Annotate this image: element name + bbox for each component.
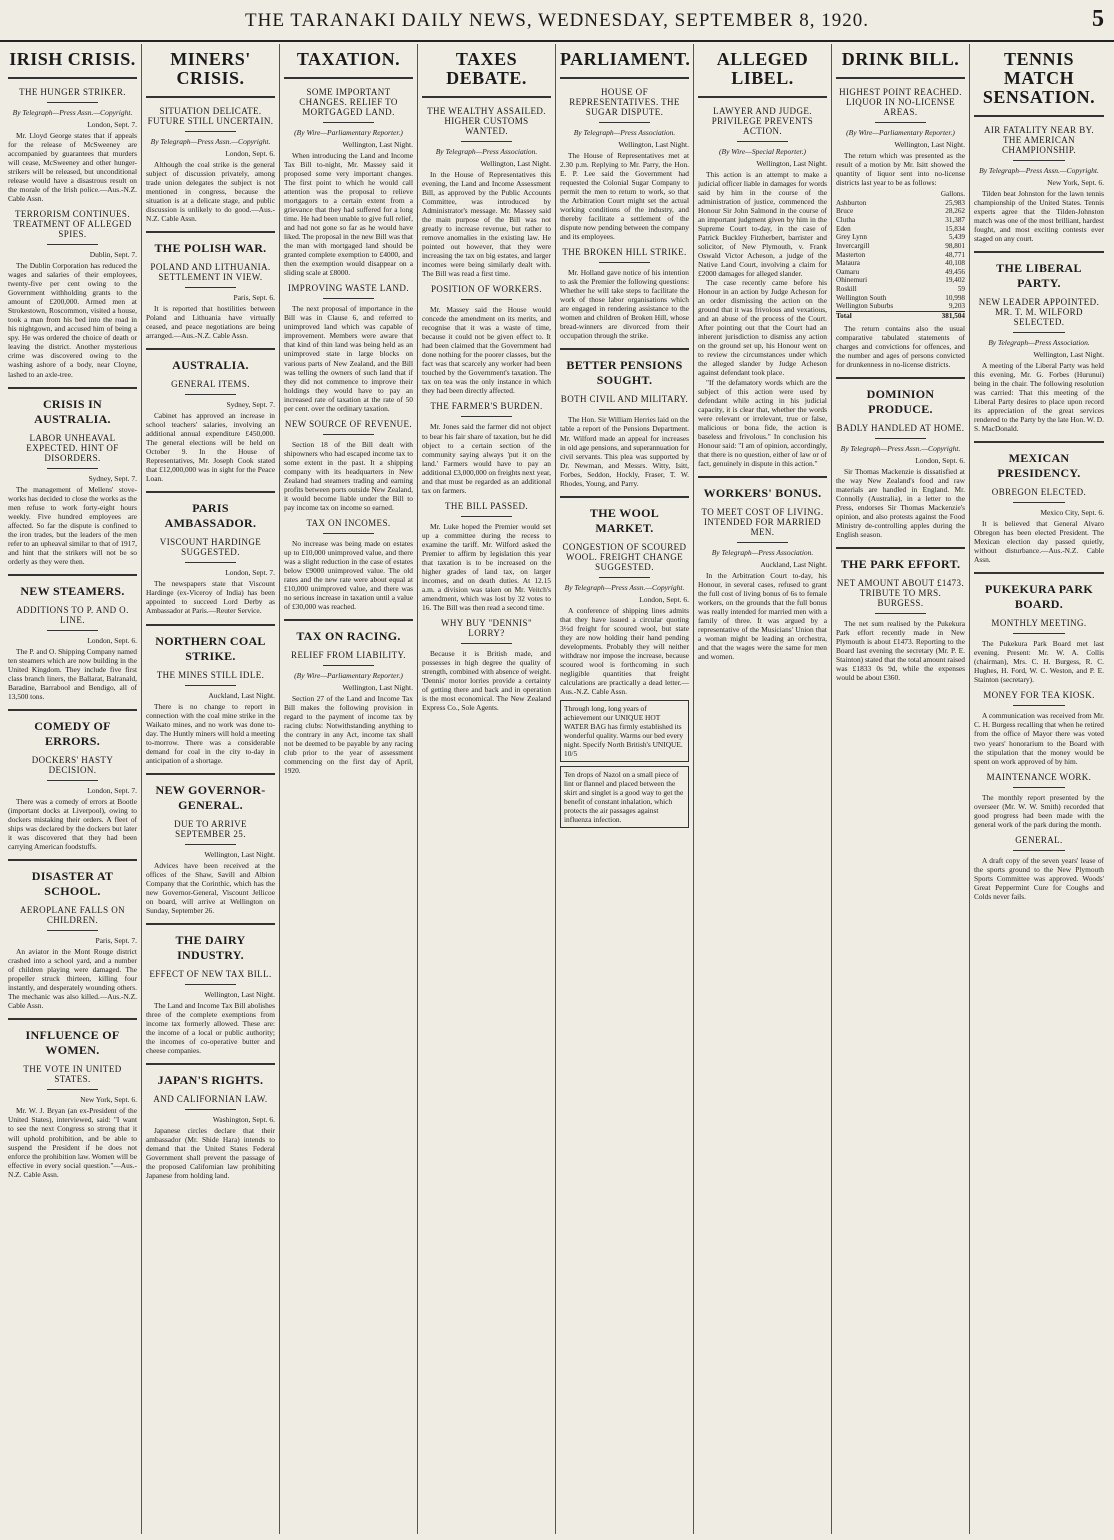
subheading-rule — [599, 577, 651, 578]
subheading-rule — [1013, 332, 1065, 333]
table-header-unit: Gallons. — [940, 190, 965, 199]
section-rule — [146, 1063, 275, 1065]
section-rule — [8, 709, 137, 711]
title-rule — [146, 96, 275, 98]
section-rule — [8, 859, 137, 861]
article-body: Although the coal strike is the general subject of discussion privately, among trade union delegates the subject is not mentioned in congress, because the situation is at a delicate stage, and public discussion is unlikely to do good.—Aus.-N.Z. Cable Assn. — [146, 159, 275, 223]
section-subheading: POLAND AND LITHUANIA. SETTLEMENT IN VIEW. — [150, 262, 271, 282]
title-rule — [560, 77, 689, 79]
table-row — [836, 276, 965, 285]
subheading-rule — [737, 542, 789, 543]
byline: By Telegraph—Press Assn.—Copyright. — [150, 136, 271, 146]
section-rule — [146, 348, 275, 350]
district-name: Ohinemuri — [836, 276, 868, 285]
article-body: Advices have been received at the offices of the Shaw, Savill and Albion Company that the Corinthic, which has the new Governor-General, Viscount Jellicoe on board, will arrive at Wellington on Sunday, September 26. — [146, 860, 275, 915]
section-rule — [146, 231, 275, 233]
subheading-rule — [47, 930, 99, 931]
table-row — [836, 199, 965, 208]
subheading-rule — [185, 984, 237, 985]
section-rule — [836, 377, 965, 379]
liquor-table — [836, 190, 965, 321]
byline: (By Wire—Parliamentary Reporter.) — [294, 127, 403, 137]
section-subheading: NET AMOUNT ABOUT £1473. TRIBUTE TO MRS. BURGESS. — [836, 578, 965, 609]
title-rule — [8, 77, 137, 79]
district-name: Ashburton — [836, 198, 867, 207]
subheading-rule — [185, 562, 237, 563]
section-rule — [560, 348, 689, 350]
section-subheading: MAINTENANCE WORK. — [986, 771, 1092, 782]
article-body: The monthly report presented by the overseer (Mr. W. W. Smith) recorded that good progress had been made with the general work of the park during the month. — [974, 792, 1104, 829]
byline: By Telegraph—Press Association. — [573, 127, 676, 137]
gallons-value: 59 — [957, 285, 965, 294]
section-rule — [974, 251, 1104, 253]
section-rule — [8, 387, 137, 389]
article-body: This action is an attempt to make a judicial officer liable in damages for words said by him in the course of the administration of justice, commenced the Honour Sir John Salmond in the course of an important judgment given by him in the Supreme Court to-day, in the case of Patrick Buckley Fitzherbert, barrister and solicitor, of New Plymouth, v. Frank Oswald Victor Acheson, a judge of the Native Land Court, involving a claim for £2000 damages for alleged slander. — [698, 169, 827, 279]
section-subheading: NEW SOURCE OF REVENUE. — [284, 418, 413, 429]
subheading-rule — [323, 434, 375, 435]
column-title: DRINK BILL. — [841, 49, 960, 69]
section-subheading: BADLY HANDLED AT HOME. — [836, 422, 965, 433]
advertisement: Through long, long years of achievement our UNIQUE HOT WATER BAG has firmly established its wonderful quality. Warms our bed every night. Specify North British's UNIQUE. 10/5 — [560, 700, 689, 762]
dateline: Auckland, Last Night. — [760, 559, 827, 569]
article-body: Section 18 of the Bill dealt with shipowners who had escaped income tax to some extent in the past. It a shipping company with its headquarters in New Zealand had steamers trading and earning profits between ports outside New Zealand, it would become liable under the Bill to pay income tax on income so earned. — [284, 439, 413, 512]
byline: By Telegraph—Press Assn.—Copyright. — [12, 107, 133, 117]
total-value: 381,504 — [927, 311, 965, 320]
column-5 — [556, 44, 694, 1534]
article-body: The case recently came before his Honour in an action by Judge Acheson for an order dismissing the action on the ground that it was frivolous and vexatious, and an abuse of the process of the Court. After pointing out that the Court had an inherent jurisdiction to dismiss any action on the ground set up, his Honour went on to review the circumstances under which the alleged slander by Judge Acheson against defendant took place. — [698, 278, 827, 378]
section-headline: DOMINION PRODUCE. — [866, 386, 935, 416]
section-rule — [8, 1018, 137, 1020]
article-body: In the Arbitration Court to-day, his Honour, in several cases, refused to grant the full cost of living bonus of 6s to female workers, on the grounds that the full bonus was really intended for married men with a family of three. It was argued by a representative of the Musicians' Union that a woman might be leading an orchestra, and that the wages were the same for men and women. — [698, 570, 827, 662]
table-row — [836, 302, 965, 311]
section-rule — [560, 496, 689, 498]
article-body: The newspapers state that Viscount Hardinge (ex-Viceroy of India) has been appointed to succeed Lord Derby as Ambassador at Paris.—Reuter Service. — [146, 579, 275, 616]
dateline: Mexico City, Sept. 6. — [1040, 508, 1104, 518]
section-subheading: AEROPLANE FALLS ON CHILDREN. — [19, 905, 126, 926]
dateline: Sydney, Sept. 7. — [88, 473, 137, 483]
section-headline: THE DAIRY INDUSTRY. — [175, 932, 246, 962]
article-body: Because it is British made, and possesses in high degree the quality of strength, combined with absence of weight. 'Dennis' motor lorries provide a certainty of getting there and back and in operation is the most economical. The New Zealand Express Co., Sole Agents. — [422, 649, 551, 713]
section-headline: THE POLISH WAR. — [154, 241, 267, 255]
section-subheading: THE VOTE IN UNITED STATES. — [23, 1064, 122, 1085]
byline: By Telegraph—Press Association. — [988, 337, 1090, 347]
gallons-value: 5,439 — [948, 233, 965, 242]
gallons-value: 10,998 — [945, 293, 965, 302]
subheading-rule — [47, 630, 99, 631]
district-name: Grey Lynn — [836, 233, 867, 242]
district-name: Bruce — [836, 207, 854, 216]
section-subheading: RELIEF FROM LIABILITY. — [291, 650, 406, 661]
section-rule — [698, 476, 827, 478]
column-8 — [970, 44, 1108, 1534]
section-rule — [146, 923, 275, 925]
article-body: The Hon. Sir William Herries laid on the table a report of the Pensions Department. Mr. Wilford made an appeal for increases in old age pensions, and superannuation for civil servants. This plea was supported by Dr. Newman, and Messrs. Witty, Isitt, Forbes, Seddon, Hockly, Fraser, T. W. Rhodes, Young, and Parry. — [560, 415, 689, 488]
table-header-blank — [836, 190, 927, 199]
section-subheading: BOTH CIVIL AND MILITARY. — [560, 394, 689, 405]
column-title: ALLEGED LIBEL. — [716, 49, 809, 88]
article-body: There is no change to report in connection with the coal mine strike in the Waikato mines, and no work was done to-day. The Huntly miners will hold a meeting to-morrow. There was a considerable demand for coal in the city to-day in anticipation of a shortage. — [146, 701, 275, 765]
dateline: London, Sept. 6. — [225, 148, 275, 158]
subheading-rule — [185, 1109, 237, 1110]
district-name: Wellington South — [836, 293, 887, 302]
subheading-rule — [47, 780, 99, 781]
article-body: It is believed that General Alvaro Obregon has been elected President. The Mexican election day passed quietly, without disturbance.—Aus.-N.Z. Cable Assn. — [974, 519, 1104, 565]
article-body: Sir Thomas Mackenzie is dissatisfied at the way New Zealand's food and raw materials are handled in England. Mr. Connolly (Australia), in a letter to the Press, endorses Sir Thomas Mackenzie's opinion, and also protests against the Food Ministry de-controlling apples during the English season. — [836, 466, 965, 539]
dateline: Wellington, Last Night. — [756, 158, 827, 168]
section-headline: AUSTRALIA. — [172, 358, 249, 373]
section-headline: NEW GOVERNOR-GENERAL. — [155, 782, 266, 812]
subheading-rule — [461, 516, 513, 517]
dateline: Dublin, Sept. 7. — [89, 250, 137, 260]
article-body: An aviator in the Mont Rouge district crashed into a school yard, and a number of children playing were damaged. The propeller struck thirteen, killing four instantly, and desperately wounding others. The mechanic was also killed.—Aus.-N.Z. Cable Assn. — [8, 947, 137, 1011]
article-body: There was a comedy of errors at Bootle (important docks at Liverpool), owing to dockers mistaking their orders. A fleet of ships was declared by the dockers but later it was discovered that they had been carrying American foodstuffs. — [8, 797, 137, 852]
table-row — [836, 259, 965, 268]
subheading-rule — [323, 533, 375, 534]
section-subheading: TAX ON INCOMES. — [306, 517, 391, 528]
column-7 — [832, 44, 970, 1534]
section-rule — [836, 547, 965, 549]
section-rule — [146, 773, 275, 775]
section-subheading: THE WEALTHY ASSAILED. HIGHER CUSTOMS WANTED. — [427, 105, 546, 136]
section-headline: PARIS AMBASSADOR. — [164, 501, 257, 531]
subheading-rule — [323, 665, 375, 666]
article-body: The return contains also the usual comparative tabulated statements of charges and convictions for offences, and the number and ages of persons convicted for drunkenness in no-license districts. — [836, 323, 965, 369]
dateline: London, Sept. 7. — [225, 568, 275, 578]
section-headline: WORKERS' BONUS. — [703, 485, 822, 500]
section-rule — [146, 491, 275, 493]
gallons-value: 49,456 — [945, 267, 965, 276]
dateline: Washington, Sept. 6. — [212, 1115, 275, 1125]
column-title: MINERS' CRISIS. — [170, 49, 251, 88]
article-body: The return which was presented as the result of a motion by Mr. Isitt showed the quantity of liquor sent into no-license districts last year to be as follows: — [836, 150, 965, 187]
column-1 — [4, 44, 142, 1534]
section-subheading: THE FARMER'S BURDEN. — [430, 401, 543, 412]
section-subheading: ADDITIONS TO P. AND O. LINE. — [16, 604, 129, 625]
section-subheading: VISCOUNT HARDINGE SUGGESTED. — [159, 537, 262, 558]
subheading-rule — [599, 262, 651, 263]
subheading-rule — [875, 122, 927, 123]
table-row — [836, 251, 965, 260]
title-rule — [698, 96, 827, 98]
dateline: Wellington, Last Night. — [204, 849, 275, 859]
section-rule — [974, 572, 1104, 574]
section-subheading: AND CALIFORNIAN LAW. — [153, 1094, 268, 1105]
section-headline: THE WOOL MARKET. — [589, 505, 660, 535]
subheading-rule — [185, 685, 237, 686]
article-body: It is reported that hostilities between Poland and Lithuania have virtually ceased, and peace negotiations are being arranged.—Aus.-N.Z. Cable Assn. — [146, 304, 275, 341]
table-row — [836, 242, 965, 251]
dateline: London, Sept. 7. — [87, 119, 137, 129]
district-name: Masterton — [836, 250, 866, 259]
article-body: A communication was received from Mr. C. H. Burgess recalling that when he retired from the office of Mayor there was voted two years' honorarium to the Board with the stipulation that the money would be spent on work approved of by him. — [974, 711, 1104, 766]
title-rule — [974, 115, 1104, 117]
district-name: Eden — [836, 224, 851, 233]
subheading-rule — [47, 102, 99, 103]
section-subheading: HIGHEST POINT REACHED. LIQUOR IN NO-LICENSE AREAS. — [839, 86, 962, 117]
subheading-rule — [1013, 787, 1065, 788]
section-subheading: TO MEET COST OF LIVING. INTENDED FOR MARRIED MEN. — [701, 506, 824, 537]
section-subheading: IMPROVING WASTE LAND. — [288, 283, 409, 294]
gallons-value: 98,801 — [945, 241, 965, 250]
dateline: Wellington, Last Night. — [480, 158, 551, 168]
byline: By Telegraph—Press Association. — [435, 146, 538, 156]
column-2 — [142, 44, 280, 1534]
article-body: The Pukekura Park Board met last evening. Present: Mr. W. A. Collis (chairman), Mrs. C. H. Burgess, R. C. Hughes, H. Ford, W. C. Weston, and P. E. Stainton (secretary). — [974, 639, 1104, 685]
section-subheading: MONTHLY MEETING. — [991, 618, 1087, 629]
column-title: TENNIS MATCH SENSATION. — [982, 49, 1096, 107]
section-rule — [974, 441, 1104, 443]
section-headline: THE LIBERAL PARTY. — [996, 260, 1082, 290]
column-3 — [280, 44, 418, 1534]
section-subheading: THE BROKEN HILL STRIKE. — [562, 247, 687, 258]
gallons-value: 25,983 — [945, 198, 965, 207]
section-headline: INFLUENCE OF WOMEN. — [25, 1028, 120, 1058]
section-subheading: DOCKERS' HASTY DECISION. — [31, 755, 114, 776]
subheading-rule — [185, 131, 237, 132]
section-subheading: SITUATION DELICATE. FUTURE STILL UNCERTAIN. — [147, 105, 274, 126]
section-headline: JAPAN'S RIGHTS. — [157, 1073, 264, 1088]
title-rule — [422, 96, 551, 98]
title-rule — [836, 77, 965, 79]
article-body: Cabinet has approved an increase in school teachers' salaries, involving an additional annual expenditure £450,000. The general elections will be held on October 9. In the House of Representatives, Mr. Joseph Cook stated that £12,000,000 was in sight for the Peace Loan. — [146, 411, 275, 484]
article-body: Mr. Holland gave notice of his intention to ask the Premier the following questions: Whether he will take steps to facilitate the work of those labor organisations which are engaged in rendering assistance to the women and children of Broken Hill, whose bread-winners are divorced from their occupation through the strike. — [560, 268, 689, 341]
subheading-rule — [47, 1089, 99, 1090]
byline: By Telegraph—Press Assn.—Copyright. — [840, 443, 961, 453]
article-body: No increase was being made on estates up to £10,000 unimproved value, and there was a slight reduction in the case of estates below £9000 unimproved value. The old rates and the new rate were about equal at £10,000 unimproved value, and there was no serious increase in taxation until a value of £30,000 was reached. — [284, 538, 413, 612]
section-subheading: OBREGON ELECTED. — [991, 487, 1087, 498]
subheading-rule — [599, 122, 651, 123]
table-row — [836, 207, 965, 216]
dateline: New York, Sept. 6. — [80, 1095, 137, 1105]
dateline: Wellington, Last Night. — [342, 683, 413, 693]
section-subheading: WHY BUY "DENNIS" LORRY? — [440, 618, 533, 639]
section-headline: BETTER PENSIONS SOUGHT. — [566, 358, 683, 388]
section-subheading: THE BILL PASSED. — [445, 500, 528, 511]
section-headline: NEW STEAMERS. — [20, 583, 125, 598]
section-rule — [146, 624, 275, 626]
section-subheading: MONEY FOR TEA KIOSK. — [983, 690, 1095, 701]
subheading-rule — [599, 409, 651, 410]
article-body: A draft copy of the seven years' lease of the sports ground to the New Plymouth Sports Committee was approved. Woods' Great Peppermint Cure for Coughs and Colds never fails. — [974, 855, 1104, 901]
article-body: A meeting of the Liberal Party was held this evening, Mr. G. Forbes (Hurunui) being in the chair. The following resolution was carried: That this meeting of the Liberal Party desires to place upon record its appreciation of the great services rendered to the Party by the late Hon. W. D. S. MacDonald. — [974, 360, 1104, 434]
dateline: London, Sept. 6. — [87, 635, 137, 645]
article-body: Japanese circles declare that their ambassador (Mr. Shide Hara) intends to demand that the United States Federal Government shall prevent the passage of the proposed Californian law prohibiting Japanese from holding land. — [146, 1126, 275, 1181]
section-headline: MEXICAN PRESIDENCY. — [997, 451, 1081, 481]
dateline: Wellington, Last Night. — [618, 139, 689, 149]
subheading-rule — [461, 643, 513, 644]
article-body: Mr. Lloyd George states that if appeals for the release of McSweeney are accompanied by guarantees that murders will cease, McSweeney and other hunger-strikers will be released, but unconditional release would have a disastrous result on the morale of the Irish police.—Aus.-N.Z. Cable Assn. — [8, 130, 137, 204]
dateline: Wellington, Last Night. — [342, 139, 413, 149]
article-body: When introducing the Land and Income Tax Bill to-night, Mr. Massey said it proposed some very important changes. The first point to which he would call attention was the proposal to relieve mortgagors to a certain extent from a grievance that they had suffered for a long time. He had been unable to give full relief, and had not gone so far as he would have liked. The proposal in the new Bill was that the man with mortgaged land should be granted complete exemption to £4000, and then the exemption would disappear on a sliding scale at £8000. — [284, 150, 413, 278]
gallons-value: 15,834 — [945, 224, 965, 233]
table-row — [836, 233, 965, 242]
section-headline: PUKEKURA PARK BOARD. — [984, 582, 1093, 612]
article-body: A conference of shipping lines admits that they have issued a circular quoting 3½d freight for scoured wool, but state they are now holding their hand pending developments. Probably they will neither withdraw nor impose the increase, because scoured wool is forthcoming in such negligible quantities that freight calculations are practically a dead letter.—Aus.-N.Z. Cable Assn. — [560, 605, 689, 696]
gallons-value: 48,771 — [945, 250, 965, 259]
subheading-rule — [875, 438, 927, 439]
section-subheading: THE HUNGER STRIKER. — [19, 86, 126, 97]
section-headline: COMEDY OF ERRORS. — [34, 719, 111, 749]
gallons-value: 28,262 — [945, 207, 965, 216]
subheading-rule — [185, 287, 237, 288]
dateline: London, Sept. 7. — [87, 786, 137, 796]
section-subheading: GENERAL. — [1015, 834, 1063, 845]
gallons-value: 9,203 — [948, 302, 965, 311]
district-name: Mataura — [836, 259, 860, 268]
page-number: 5 — [1092, 6, 1104, 32]
byline: By Telegraph—Press Association. — [711, 547, 814, 557]
section-subheading: THE MINES STILL IDLE. — [156, 669, 265, 680]
byline: (By Wire—Special Reporter.) — [719, 146, 806, 156]
byline: By Telegraph—Press Assn.—Copyright. — [979, 165, 1099, 175]
section-subheading: LABOR UNHEAVAL EXPECTED. HINT OF DISORDERS. — [26, 432, 119, 463]
newspaper-page — [4, 44, 1110, 1534]
byline: (By Wire—Parliamentary Reporter.) — [294, 671, 403, 681]
dateline: Wellington, Last Night. — [894, 139, 965, 149]
dateline: Wellington, Last Night. — [1033, 349, 1104, 359]
article-body: "If the defamatory words which are the subject of this action were used by defendant while acting in his judicial capacity, it is clear that, whether the words were relevant or irrelevant, true or false, malicious or bona fide, the action is baseless and frivolous." In conclusion his Honour said: "I am of opinion, accordingly, that there is no question, either of law or of fact, genuinely in dispute in this action." — [698, 377, 827, 468]
article-body: The next proposal of importance in the Bill was in Clause 6, and referred to unimproved land which was capable of improvement. Members were aware that that kind of thin land was being held as an unimproved state in large blocks on various parts of New Zealand, and the Bill was telling the owners of such land that if they did not commence to improve their holdings they would have to pay an increased rate of taxation at the rate of 50 per cent. over the ordinary taxation. — [284, 304, 413, 413]
section-headline: TAX ON RACING. — [296, 629, 401, 644]
column-title: TAXATION. — [296, 49, 401, 69]
subheading-rule — [1013, 160, 1065, 161]
subheading-rule — [185, 844, 237, 845]
district-name: Wellington Suburbs — [836, 302, 894, 311]
dateline: Wellington, Last Night. — [204, 989, 275, 999]
table-row — [836, 285, 965, 294]
dateline: London, Sept. 6. — [639, 594, 689, 604]
subheading-rule — [1013, 850, 1065, 851]
subheading-rule — [323, 122, 375, 123]
table-row — [836, 216, 965, 225]
section-subheading: EFFECT OF NEW TAX BILL. — [149, 968, 272, 979]
article-body: The P. and O. Shipping Company named ten steamers which are now building in the United Kingdom. They include five first class branch liners, the Ballarat, Balranald, Baradine, Barrabool and Bendigo, all of 13,500 tons. — [8, 646, 137, 701]
section-headline: DISASTER AT SCHOOL. — [31, 869, 114, 899]
subheading-rule — [47, 244, 99, 245]
gallons-value: 19,402 — [945, 276, 965, 285]
section-subheading: SOME IMPORTANT CHANGES. RELIEF TO MORTGAGED LAND. — [299, 86, 398, 117]
gallons-value: 31,387 — [945, 215, 965, 224]
subheading-rule — [47, 468, 99, 469]
subheading-rule — [1013, 502, 1065, 503]
section-subheading: NEW LEADER APPOINTED. MR. T. M. WILFORD SELECTED. — [978, 296, 1100, 327]
subheading-rule — [461, 141, 513, 142]
section-headline: CRISIS IN AUSTRALIA. — [34, 396, 111, 426]
subheading-rule — [875, 613, 927, 614]
district-name: Clutha — [836, 215, 856, 224]
district-name: Roskill — [836, 285, 857, 294]
dateline: Paris, Sept. 7. — [95, 936, 137, 946]
dateline: New York, Sept. 6. — [1047, 177, 1104, 187]
section-rule — [8, 574, 137, 576]
district-name: Oamaru — [836, 267, 860, 276]
article-body: The management of Mellens' stove-works has decided to close the works as the men refuse to work forty-eight hours weekly. Five hundred employees are affected. So far the dispute is confined to the iron trades, but the leaders of the men refer to an upheaval similar to that of 1917, and hint that the strikers will not be so orderly as they were then. — [8, 484, 137, 566]
table-total-row — [836, 311, 965, 320]
advertisement: Ten drops of Nazol on a small piece of lint or flannel and placed between the skirt and singlet is a good way to get the benefit of constant inhalation, which protects the air passages against influenza infection. — [560, 766, 689, 828]
subheading-rule — [737, 141, 789, 142]
section-subheading: HOUSE OF REPRESENTATIVES. THE SUGAR DISPUTE. — [569, 86, 680, 117]
total-label: Total — [836, 311, 927, 320]
table-row — [836, 225, 965, 234]
article-body: In the House of Representatives this evening, the Land and Income Assessment Bill, as approved by the Public Accounts Committee, was introduced by Administrator's message. Mr. Massey said the main purpose of the Bill was not greatly to increase revenue, but rather to remove anomalies in the existing law. He pointed out however, that they were increasing the tax on big estates, and larger incomes were being similarly dealt with. The Bill was read a first time. — [422, 169, 551, 279]
article-body: Mr. Luke hoped the Premier would set up a committee during the recess to examine the tariff. Mr. Wilford asked the Premier to affirm by legislation this year that taxation is to be increased on the higher grades of land tax, on larger incomes, and on death duties. At 12.15 a.m. a division was taken on Mr. Veitch's amendment, which was lost by 32 votes to 16. The Bill was then read a second time. — [422, 521, 551, 612]
section-subheading: POSITION OF WORKERS. — [430, 284, 543, 295]
newspaper-title: THE TARANAKI DAILY NEWS, WEDNESDAY, SEPTEMBER 8, 1920. — [245, 10, 869, 31]
article-body: The net sum realised by the Pukekura Park effort recently made in New Plymouth is about £1473. Reporting to the Board last evening the secretary (Mr. P. E. Stainton) stated that the total amount raised was £1833 0s 9d, while the expenses would be about £360. — [836, 619, 965, 683]
subheading-rule — [1013, 633, 1065, 634]
table-row — [836, 268, 965, 277]
section-subheading: TERRORISM CONTINUES. TREATMENT OF ALLEGED SPIES. — [13, 209, 132, 240]
section-subheading: AIR FATALITY NEAR BY. THE AMERICAN CHAMPIONSHIP. — [983, 124, 1094, 155]
dateline: Paris, Sept. 6. — [233, 293, 275, 302]
district-name: Invercargill — [836, 241, 870, 250]
article-body: Mr. Massey said the House would concede the amendment on its merits, and recognise that it was a waste of time, because it could not be given effect to. It had been claimed that the Government had done nothing for the poorer classes, but the fact was that scarcely any worker had been touched by the Government's taxation. The tax on tea was the only instance in which they had been directly affected. — [422, 305, 551, 396]
section-headline: NORTHERN COAL STRIKE. — [155, 633, 266, 663]
masthead — [0, 0, 1114, 42]
column-title: PARLIAMENT. — [560, 49, 691, 69]
column-4 — [418, 44, 556, 1534]
column-title: IRISH CRISIS. — [9, 49, 136, 69]
article-body: Mr. Jones said the farmer did not object to bear his fair share of taxation, but he did object to a certain section of the community saying always 'put it on the land.' Farmers would have to pay an additional £3,000,000 on freights next year, and that must be regarded as an additional tax on farmers. — [422, 422, 552, 495]
article-body: The Dublin Corporation has reduced the wages and salaries of their employees, twenty-five per cent owing to the Government withholding grants to the amount of £200,000. Armed men at Strokestown, Roscommon, visited a house, took a man from his bed into the road in his nightgown, and accused him of being a spy. He was ordered the choice of death or leaving the district. Another mysterious crime was discovered owing to the washing ashore of a body, near Cloyne, lashed to an axle-tree. — [8, 261, 137, 379]
section-headline: THE PARK EFFORT. — [840, 557, 961, 572]
column-title: TAXES DEBATE. — [446, 49, 527, 88]
column-6 — [694, 44, 832, 1534]
article-body: Section 27 of the Land and Income Tax Bill makes the following provision in regard to the payment of income tax by racing clubs: Notwithstanding anything to the contrary in any Act, income tax shall not be deemed to be payable by any racing club prior to the year of assessment commencing on the first day of April, 1920. — [284, 694, 413, 776]
article-body: Tilden beat Johnston for the lawn tennis championship of the United States. Tennis experts agree that the Tilden-Johnston match was one of the most brilliant, hardest fought, and most exciting contests ever staged on any court. — [974, 188, 1104, 243]
subheading-rule — [461, 299, 513, 300]
section-subheading: GENERAL ITEMS. — [171, 379, 250, 390]
dateline: Sydney, Sept. 7. — [226, 400, 275, 410]
section-subheading: CONGESTION OF SCOURED WOOL. FREIGHT CHANGE SUGGESTED. — [562, 541, 687, 572]
article-body: The Land and Income Tax Bill abolishes three of the complete exemptions from income tax formerly allowed. These are: the income of a local or public authority; the incomes of co-operative butter and cheese companies. — [146, 1000, 275, 1056]
section-subheading: LAWYER AND JUDGE. PRIVILEGE PREVENTS ACTION. — [711, 105, 814, 136]
article-body: Mr. W. J. Bryan (an ex-President of the United States), interviewed, said: "I want to see the next Congress so strong that it will uphold prohibition, and be able to suspend the President if he does not enforce the prohibition law. Women will be effective in every social question."—Aus.-N.Z. Cable Assn. — [8, 1106, 137, 1179]
subheading-rule — [323, 298, 375, 299]
subheading-rule — [185, 394, 237, 395]
byline: (By Wire—Parliamentary Reporter.) — [846, 127, 955, 137]
section-subheading: DUE TO ARRIVE SEPTEMBER 25. — [174, 818, 247, 839]
dateline: London, Sept. 6. — [915, 455, 965, 465]
table-row — [836, 294, 965, 303]
section-rule — [284, 619, 413, 621]
subheading-rule — [1013, 705, 1065, 706]
title-rule — [284, 77, 413, 79]
gallons-value: 40,108 — [945, 259, 965, 268]
byline: By Telegraph—Press Assn.—Copyright. — [564, 582, 685, 592]
article-body: The House of Representatives met at 2.30 p.m. Replying to Mr. Parry, the Hon. E. P. Lee said the Government had requested the Colonial Sugar Company to permit the men to return to work, so that the Arbitration Court might set the actual working conditions of the industry, and thereby facilitate a settlement of the dispute now pending between the company and its employees. — [560, 150, 689, 242]
subheading-rule — [461, 416, 513, 417]
dateline: Auckland, Last Night. — [208, 690, 275, 700]
